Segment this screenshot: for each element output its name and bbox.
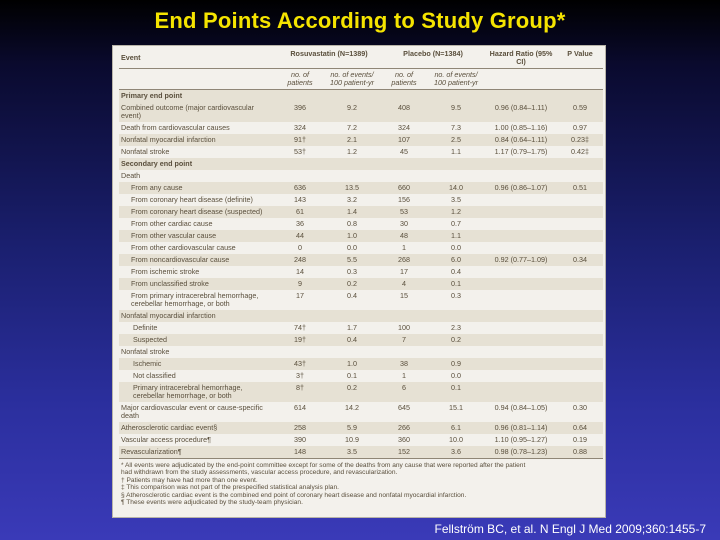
header-rosuvastatin: Rosuvastatin (N=1389) bbox=[277, 48, 381, 69]
p-value-cell bbox=[557, 218, 603, 230]
p-value-cell: 0.19 bbox=[573, 435, 588, 444]
hazard-ratio-cell bbox=[485, 206, 557, 218]
p-value-cell bbox=[557, 242, 603, 254]
hazard-ratio-cell: 0.84 (0.64–1.11) bbox=[485, 134, 557, 146]
hazard-ratio-cell bbox=[485, 194, 557, 206]
hazard-ratio-cell bbox=[485, 346, 557, 358]
event-label: Vascular access procedure¶ bbox=[121, 435, 212, 444]
table-row bbox=[119, 322, 603, 334]
event-label: Revascularization¶ bbox=[119, 446, 277, 459]
event-label: Not classified bbox=[133, 371, 176, 380]
table-row bbox=[119, 122, 603, 134]
p-value-cell bbox=[557, 194, 603, 206]
event-label: Nonfatal myocardial infarction bbox=[119, 310, 277, 322]
rosuvastatin-rate-cell bbox=[323, 310, 381, 322]
placebo-patients-cell: 324 bbox=[398, 123, 411, 132]
placebo-rate-cell bbox=[427, 346, 485, 358]
header-p-value: P Value bbox=[557, 48, 603, 69]
placebo-patients-cell bbox=[381, 170, 427, 182]
table-row bbox=[119, 370, 603, 382]
rosuvastatin-patients-cell: 248 bbox=[277, 254, 323, 266]
table-row bbox=[119, 134, 603, 146]
rosuvastatin-patients-cell: 53† bbox=[294, 147, 306, 156]
p-value-cell bbox=[557, 290, 603, 310]
rosuvastatin-rate-cell: 5.9 bbox=[323, 422, 381, 434]
placebo-rate-cell: 0.1 bbox=[427, 382, 485, 402]
p-value-cell: 0.51 bbox=[557, 182, 603, 194]
placebo-rate-cell: 7.3 bbox=[451, 123, 462, 132]
event-label: From other cardiac cause bbox=[131, 219, 213, 228]
table-row bbox=[119, 334, 603, 346]
placebo-patients-cell: 17 bbox=[400, 267, 409, 276]
section-label: Secondary end point bbox=[119, 158, 603, 170]
placebo-patients-cell: 408 bbox=[381, 102, 427, 122]
placebo-patients-cell: 1 bbox=[402, 243, 407, 252]
rosuvastatin-patients-cell: 390 bbox=[294, 435, 306, 444]
event-label: From noncardiovascular cause bbox=[119, 254, 277, 266]
event-label: Nonfatal stroke bbox=[121, 147, 170, 156]
placebo-patients-cell: 268 bbox=[381, 254, 427, 266]
footnote: had withdrawn from the study assessments, vascular access procedure, and revascularization. bbox=[121, 469, 398, 477]
hazard-ratio-cell bbox=[485, 230, 557, 242]
event-label: Combined outcome (major cardiovascular event) bbox=[119, 102, 277, 122]
placebo-rate-cell: 0.7 bbox=[451, 219, 462, 228]
rosuvastatin-patients-cell: 9 bbox=[277, 278, 323, 290]
rosuvastatin-patients-cell: 148 bbox=[277, 446, 323, 459]
rosuvastatin-rate-cell: 1.0 bbox=[323, 358, 381, 370]
event-label: Nonfatal myocardial infarction bbox=[119, 134, 277, 146]
placebo-rate-cell: 0.0 bbox=[451, 371, 462, 380]
hazard-ratio-cell bbox=[485, 170, 557, 182]
event-label: From any cause bbox=[119, 182, 277, 194]
placebo-rate-cell: 10.0 bbox=[449, 435, 464, 444]
rosuvastatin-patients-cell bbox=[277, 170, 323, 182]
rosuvastatin-patients-cell: 44 bbox=[277, 230, 323, 242]
table-row bbox=[119, 358, 603, 370]
table-row bbox=[119, 310, 603, 322]
p-value-cell: 0.34 bbox=[557, 254, 603, 266]
rosuvastatin-patients-cell: 143 bbox=[294, 195, 306, 204]
subheader-rosuvastatin-patients: no. of patients bbox=[277, 69, 323, 90]
placebo-patients-cell: 107 bbox=[381, 134, 427, 146]
table-row bbox=[119, 254, 603, 266]
p-value-cell bbox=[557, 322, 603, 334]
p-value-cell: 0.64 bbox=[557, 422, 603, 434]
table-row bbox=[119, 278, 603, 290]
rosuvastatin-rate-cell: 5.5 bbox=[323, 254, 381, 266]
hazard-ratio-cell bbox=[485, 322, 557, 334]
rosuvastatin-rate-cell bbox=[323, 346, 381, 358]
rosuvastatin-rate-cell: 1.0 bbox=[323, 230, 381, 242]
rosuvastatin-rate-cell: 0.4 bbox=[347, 291, 357, 300]
rosuvastatin-rate-cell: 1.2 bbox=[347, 147, 357, 156]
table-row bbox=[119, 290, 603, 310]
table-row bbox=[119, 206, 603, 218]
placebo-rate-cell: 1.2 bbox=[427, 206, 485, 218]
end-points-table bbox=[119, 48, 603, 459]
header-placebo: Placebo (N=1384) bbox=[381, 48, 485, 69]
rosuvastatin-patients-cell: 91† bbox=[277, 134, 323, 146]
event-label: Major cardiovascular event or cause-specific death bbox=[121, 403, 263, 420]
section-row bbox=[119, 90, 603, 103]
placebo-rate-cell bbox=[427, 310, 485, 322]
rosuvastatin-rate-cell: 13.5 bbox=[323, 182, 381, 194]
rosuvastatin-patients-cell: 636 bbox=[277, 182, 323, 194]
placebo-rate-cell: 6.1 bbox=[427, 422, 485, 434]
placebo-patients-cell: 38 bbox=[381, 358, 427, 370]
placebo-patients-cell: 53 bbox=[381, 206, 427, 218]
table-row bbox=[119, 170, 603, 182]
p-value-cell bbox=[557, 266, 603, 278]
rosuvastatin-rate-cell: 2.1 bbox=[323, 134, 381, 146]
rosuvastatin-patients-cell: 258 bbox=[277, 422, 323, 434]
hazard-ratio-cell: 0.96 (0.86–1.07) bbox=[485, 182, 557, 194]
placebo-patients-cell: 45 bbox=[400, 147, 409, 156]
hazard-ratio-cell bbox=[485, 334, 557, 346]
table-body bbox=[119, 90, 603, 459]
results-table-card bbox=[112, 45, 606, 518]
subheader-placebo-patients: no. of patients bbox=[381, 69, 427, 90]
footnotes bbox=[119, 462, 601, 506]
event-label: Nonfatal stroke bbox=[121, 347, 170, 356]
placebo-patients-cell: 48 bbox=[381, 230, 427, 242]
placebo-patients-cell: 4 bbox=[381, 278, 427, 290]
rosuvastatin-rate-cell: 0.2 bbox=[323, 382, 381, 402]
table-row bbox=[119, 422, 603, 434]
placebo-rate-cell: 0.4 bbox=[451, 267, 462, 276]
rosuvastatin-patients-cell: 8† bbox=[277, 382, 323, 402]
p-value-cell bbox=[557, 230, 603, 242]
placebo-rate-cell: 6.0 bbox=[427, 254, 485, 266]
rosuvastatin-rate-cell: 3.5 bbox=[323, 446, 381, 459]
rosuvastatin-rate-cell: 10.9 bbox=[345, 435, 359, 444]
rosuvastatin-patients-cell: 61 bbox=[277, 206, 323, 218]
placebo-rate-cell: 0.0 bbox=[451, 243, 462, 252]
event-label: Death from cardiovascular causes bbox=[121, 123, 230, 132]
event-label: From other cardiovascular cause bbox=[131, 243, 236, 252]
event-label: Primary intracerebral hemorrhage, cerebellar hemorrhage, or both bbox=[119, 382, 277, 402]
hazard-ratio-cell bbox=[485, 278, 557, 290]
rosuvastatin-patients-cell: 3† bbox=[296, 371, 304, 380]
p-value-cell bbox=[557, 382, 603, 402]
hazard-ratio-cell bbox=[485, 290, 557, 310]
subheader-rosuvastatin-events: no. of events/ 100 patient-yr bbox=[323, 69, 381, 90]
table-row bbox=[119, 346, 603, 358]
placebo-rate-cell: 1.1 bbox=[451, 147, 462, 156]
section-row bbox=[119, 158, 603, 170]
rosuvastatin-patients-cell: 614 bbox=[294, 403, 306, 412]
header-event: Event bbox=[119, 48, 277, 69]
rosuvastatin-rate-cell: 7.2 bbox=[347, 123, 357, 132]
p-value-cell bbox=[557, 370, 603, 382]
placebo-rate-cell: 2.3 bbox=[451, 323, 462, 332]
event-label: Death bbox=[121, 171, 141, 180]
event-label: Atherosclerotic cardiac event§ bbox=[119, 422, 277, 434]
table-row bbox=[119, 230, 603, 242]
hazard-ratio-cell bbox=[485, 370, 557, 382]
p-value-cell: 0.88 bbox=[557, 446, 603, 459]
placebo-patients-cell: 360 bbox=[398, 435, 411, 444]
p-value-cell: 0.42‡ bbox=[571, 147, 590, 156]
rosuvastatin-patients-cell: 324 bbox=[294, 123, 306, 132]
placebo-patients-cell: 660 bbox=[381, 182, 427, 194]
table-row bbox=[119, 146, 603, 158]
rosuvastatin-patients-cell: 396 bbox=[277, 102, 323, 122]
p-value-cell bbox=[557, 358, 603, 370]
event-label: From coronary heart disease (definite) bbox=[131, 195, 253, 204]
placebo-patients-cell: 645 bbox=[398, 403, 411, 412]
section-label: Primary end point bbox=[119, 90, 603, 103]
p-value-cell: 0.59 bbox=[557, 102, 603, 122]
placebo-rate-cell: 0.9 bbox=[427, 358, 485, 370]
hazard-ratio-cell bbox=[485, 310, 557, 322]
event-label: From primary intracerebral hemorrhage, cerebellar hemorrhage, or both bbox=[131, 291, 259, 308]
placebo-patients-cell: 6 bbox=[381, 382, 427, 402]
rosuvastatin-patients-cell: 74† bbox=[294, 323, 306, 332]
table-row bbox=[119, 266, 603, 278]
event-label: From coronary heart disease (suspected) bbox=[119, 206, 277, 218]
subheader-placebo-events: no. of events/ 100 patient-yr bbox=[427, 69, 485, 90]
p-value-cell bbox=[557, 278, 603, 290]
hazard-ratio-cell bbox=[485, 242, 557, 254]
rosuvastatin-patients-cell: 43† bbox=[277, 358, 323, 370]
placebo-patients-cell: 7 bbox=[381, 334, 427, 346]
rosuvastatin-rate-cell: 1.4 bbox=[323, 206, 381, 218]
event-label: From other vascular cause bbox=[119, 230, 277, 242]
p-value-cell: 0.23‡ bbox=[557, 134, 603, 146]
event-label: From unclassified stroke bbox=[119, 278, 277, 290]
hazard-ratio-cell: 1.10 (0.95–1.27) bbox=[494, 435, 548, 444]
hazard-ratio-cell: 0.96 (0.84–1.11) bbox=[485, 102, 557, 122]
p-value-cell: 0.30 bbox=[573, 403, 588, 412]
table-row bbox=[119, 102, 603, 122]
p-value-cell bbox=[557, 170, 603, 182]
placebo-patients-cell: 100 bbox=[398, 323, 411, 332]
p-value-cell bbox=[557, 310, 603, 322]
p-value-cell bbox=[557, 346, 603, 358]
rosuvastatin-rate-cell bbox=[323, 170, 381, 182]
event-label: Definite bbox=[133, 323, 158, 332]
footnote: * All events were adjudicated by the end-point committee except for some of the deaths from any cause that were reported after the patient bbox=[121, 462, 526, 469]
rosuvastatin-rate-cell: 0.2 bbox=[323, 278, 381, 290]
slide-title: End Points According to Study Group* bbox=[154, 8, 566, 33]
hazard-ratio-cell bbox=[485, 382, 557, 402]
rosuvastatin-rate-cell: 0.3 bbox=[347, 267, 357, 276]
hazard-ratio-cell: 1.00 (0.85–1.16) bbox=[494, 123, 548, 132]
event-label: Ischemic bbox=[119, 358, 277, 370]
placebo-rate-cell: 0.3 bbox=[451, 291, 462, 300]
placebo-patients-cell: 15 bbox=[400, 291, 409, 300]
placebo-rate-cell: 9.5 bbox=[427, 102, 485, 122]
placebo-patients-cell: 1 bbox=[402, 371, 407, 380]
rosuvastatin-patients-cell bbox=[277, 346, 323, 358]
header-hazard-ratio: Hazard Ratio (95% CI) bbox=[485, 48, 557, 69]
placebo-rate-cell: 14.0 bbox=[427, 182, 485, 194]
hazard-ratio-cell: 0.98 (0.78–1.23) bbox=[485, 446, 557, 459]
p-value-cell: 0.97 bbox=[573, 123, 588, 132]
p-value-cell bbox=[557, 206, 603, 218]
placebo-patients-cell: 266 bbox=[381, 422, 427, 434]
placebo-rate-cell: 0.2 bbox=[427, 334, 485, 346]
rosuvastatin-rate-cell: 0.0 bbox=[347, 243, 357, 252]
table-row bbox=[119, 194, 603, 206]
placebo-rate-cell: 0.1 bbox=[427, 278, 485, 290]
table-row bbox=[119, 182, 603, 194]
table-row bbox=[119, 218, 603, 230]
event-label: From ischemic stroke bbox=[131, 267, 200, 276]
rosuvastatin-patients-cell: 14 bbox=[296, 267, 304, 276]
footnote: ‡ This comparison was not part of the prespecified statistical analysis plan. bbox=[121, 484, 339, 492]
rosuvastatin-rate-cell: 0.4 bbox=[323, 334, 381, 346]
event-label: Suspected bbox=[119, 334, 277, 346]
placebo-rate-cell: 2.5 bbox=[427, 134, 485, 146]
hazard-ratio-cell: 0.94 (0.84–1.05) bbox=[494, 403, 548, 412]
placebo-patients-cell bbox=[381, 310, 427, 322]
rosuvastatin-rate-cell: 9.2 bbox=[323, 102, 381, 122]
placebo-patients-cell: 30 bbox=[400, 219, 409, 228]
rosuvastatin-patients-cell: 17 bbox=[296, 291, 304, 300]
placebo-patients-cell: 152 bbox=[381, 446, 427, 459]
hazard-ratio-cell: 1.17 (0.79–1.75) bbox=[494, 147, 548, 156]
placebo-rate-cell: 3.6 bbox=[427, 446, 485, 459]
hazard-ratio-cell: 0.92 (0.77–1.09) bbox=[485, 254, 557, 266]
footnote: ¶ These events were adjudicated by the study-team physician. bbox=[121, 499, 303, 507]
rosuvastatin-rate-cell: 0.8 bbox=[347, 219, 357, 228]
hazard-ratio-cell: 0.96 (0.81–1.14) bbox=[485, 422, 557, 434]
rosuvastatin-rate-cell: 14.2 bbox=[345, 403, 359, 412]
rosuvastatin-rate-cell: 3.2 bbox=[347, 195, 357, 204]
hazard-ratio-cell bbox=[485, 266, 557, 278]
table-row bbox=[119, 382, 603, 402]
footnote: § Atherosclerotic cardiac event is the combined end point of coronary heart disease and nonfatal myocardial infarction. bbox=[121, 491, 467, 499]
table-row bbox=[119, 402, 603, 422]
rosuvastatin-rate-cell: 1.7 bbox=[347, 323, 357, 332]
placebo-rate-cell bbox=[427, 170, 485, 182]
citation: Fellström BC, et al. N Engl J Med 2009;360:1455-7 bbox=[434, 522, 706, 536]
footnote: † Patients may have had more than one event. bbox=[121, 476, 258, 484]
placebo-rate-cell: 15.1 bbox=[449, 403, 464, 412]
hazard-ratio-cell bbox=[485, 218, 557, 230]
placebo-rate-cell: 1.1 bbox=[427, 230, 485, 242]
rosuvastatin-patients-cell: 0 bbox=[298, 243, 302, 252]
placebo-patients-cell bbox=[381, 346, 427, 358]
placebo-patients-cell: 156 bbox=[398, 195, 411, 204]
rosuvastatin-patients-cell: 36 bbox=[296, 219, 304, 228]
rosuvastatin-patients-cell bbox=[277, 310, 323, 322]
hazard-ratio-cell bbox=[485, 358, 557, 370]
table-row bbox=[119, 434, 603, 446]
p-value-cell bbox=[557, 334, 603, 346]
table-row bbox=[119, 242, 603, 254]
rosuvastatin-patients-cell: 19† bbox=[277, 334, 323, 346]
placebo-rate-cell: 3.5 bbox=[451, 195, 462, 204]
table-row bbox=[119, 446, 603, 459]
rosuvastatin-rate-cell: 0.1 bbox=[347, 371, 357, 380]
